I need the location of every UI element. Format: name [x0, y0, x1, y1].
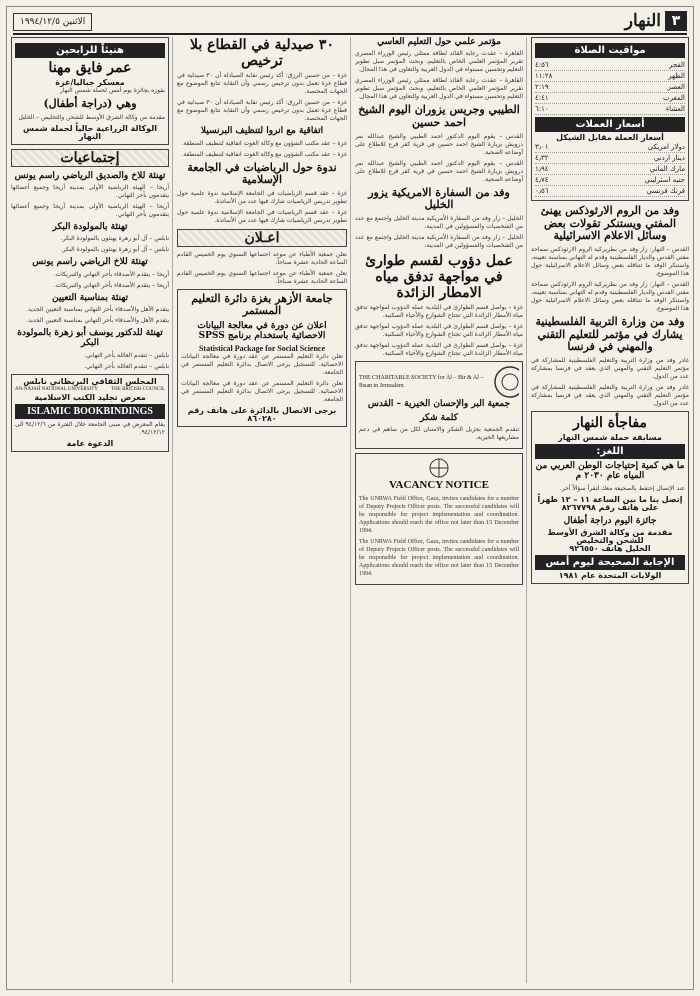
university-footer: برجى الاتصال بالدائرة على هاتف رقم ٨٦٠٢٨٠ — [187, 405, 337, 423]
article-body: القاهرة – عقدت رعاية القائد لطاقة ممثلي رئيس الوزراء المصري تقرير المؤتمر العلمي الخاص بالتعليم، وبحث المؤتمر سبل تطوير التعليم وتحسين مستواه في الدول العربية والتعاون في هذا المجال. — [355, 77, 523, 101]
newspaper-page — [6, 6, 694, 990]
article-headline: الطيبي وجريس يزوران اليوم الشيخ احمد حسين — [358, 103, 520, 129]
article-body: غزة – عقد مكتب الشؤون مع وكالة الغوث اتفاقية لتنظيف المنطقة. — [181, 150, 347, 158]
currency-row: دينار اردني ٤٫٣٢ — [535, 154, 685, 162]
vacancy-body: The UNRWA Field Office, Gaza, invites candidates for a number of Deputy Projects Officer posts. The successful candidates will be responsible for project implementation and coordination. Applications should reach the office not later than 15 December 1994. — [359, 538, 519, 577]
prayer-row: العشاء ٦:١٠ — [535, 105, 685, 113]
article-body: غزة – من حسين الرزق: أكد رئيس نقابة الصيادلة أن ٣٠ صيدلية في قطاع غزة تعمل بدون ترخيص رسمي وأن النقابة تتابع الموضوع مع الجهات المختصة. — [177, 72, 347, 96]
greeting-title: تهنئة للدكتور يوسف أبو زهرة بالمولودة البكر — [17, 328, 163, 349]
column-divider — [526, 37, 527, 983]
greeting-body: نابلس – آل أبو زهرة يهنئون بالمولودة البكر. — [60, 235, 169, 243]
thanks-body: تتقدم الجمعية بجزيل الشكر والامتنان لكل من ساهم في دعم مشاريعها الخيرية. — [359, 425, 519, 441]
prize-phone: الخليل هاتف ٩٢٦٥٥٠ — [569, 543, 651, 553]
column-center-right — [355, 37, 523, 985]
winner-body: بفوزه بجائزة يوم أمس لحملة شمس النهار — [59, 87, 165, 95]
article-body: القدس – يقوم اليوم الدكتور احمد الطيبي والشيخ عبدالله نمر درويش بزيارة الشيخ احمد حسين في قرية كفر قرع للاطلاع على أوضاعه الصحية. — [355, 159, 523, 183]
article-body: غزة – عقد مكتب الشؤون مع وكالة الغوث اتفاقية لتنظيف المنطقة. — [181, 139, 347, 147]
currency-title: أسعار العملات — [535, 117, 685, 132]
article-headline: ندوة حول الرياضيات في الجامعة الإسلامية — [187, 160, 337, 187]
article-body: الخليل – زار وفد من السفارة الأمريكية مدينة الخليل واجتمع مع عدد من الشخصيات والمسؤولين في المدينة. — [355, 233, 523, 249]
university-ad — [177, 289, 347, 427]
article-body: القدس – يقوم اليوم الدكتور احمد الطيبي والشيخ عبدالله نمر درويش بزيارة الشيخ احمد حسين في قرية كفر قرع للاطلاع على أوضاعه الصحية. — [355, 132, 523, 156]
announcement-banner: اعـلان — [177, 229, 347, 247]
article-headline: مؤتمر علمي حول التعليم العاسي — [377, 37, 501, 47]
newspaper-title: النهار — [624, 11, 661, 31]
charity-ad — [355, 361, 523, 449]
greeting-body: أريحا – يتقدم الأصدقاء بأحر التهاني والتبريكات. — [53, 270, 169, 278]
vacancy-title: VACANCY NOTICE — [389, 478, 489, 491]
greeting-title: تهنئة بمناسبة التعيين — [51, 292, 128, 303]
charity-name-en: THE CHARITABLE SOCIETY for Al – Bir & Al – Ihsan in Jerusalem — [359, 375, 484, 390]
currency-row: مارك الماني ١٫٩٤ — [535, 165, 685, 173]
article-body: غادر وفد من وزارة التربية والتعليم الفلسطينية للمشاركة في مؤتمر التعليم التقني والمهني الذي يعقد في فرنسا بمشاركة عدد من الدول. — [531, 383, 689, 407]
column-right — [531, 37, 689, 985]
university-name-en: AN-NAJAH NATIONAL UNIVERSITY — [15, 386, 98, 392]
prayer-row: العصر ٢:١٩ — [535, 83, 685, 91]
greeting-title: تهنئة للاخ والصديق الرياضي راسم يونس — [14, 170, 166, 181]
article-headline: عمل دؤوب لقسم طوارئ في مواجهة تدفق مياه الامطار الزائدة — [365, 252, 513, 302]
currency-subtitle: أسعار العملة مقابل الشيكل — [556, 133, 664, 142]
un-emblem-icon — [428, 457, 450, 479]
prayer-times-box — [531, 37, 689, 201]
charity-name-ar: جمعية البر والإحسان الخيرية – القدس — [367, 399, 511, 410]
prize-title: جائزة اليوم دراجة أطفال — [563, 515, 657, 526]
exhibition-title-en: ISLAMIC BOOKBINDINGS — [15, 404, 165, 419]
greeting-body: أريحا – يتقدم الأصدقاء بأحر التهاني والتبريكات. — [53, 281, 169, 289]
currency-row: دولار امريكي ٣٫٠١ — [535, 143, 685, 151]
riddle-note: عند الإتصال إحتفظ بالصحيفة معك لتقرأ سؤالاً أخر. — [559, 484, 685, 492]
article-headline: ٣٠ صيدلية في القطاع بلا ترخيص — [190, 37, 334, 70]
riddle-title: اللغز: — [535, 444, 685, 459]
article-body: غزة – من حسين الرزق: أكد رئيس نقابة الصيادلة أن ٣٠ صيدلية في قطاع غزة تعمل بدون ترخيص رسمي وأن النقابة تتابع الموضوع مع الجهات المختصة. — [177, 99, 347, 123]
winner-prize-body: مقدمة من وكالة الشرق الأوسط للشحن والتخليص – الخليل — [18, 113, 165, 121]
article-body: غزة – عقد قسم الرياضيات في الجامعة الإسلامية ندوة علمية حول تطوير تدريس الرياضيات شارك فيها عدد من الأساتذة. — [177, 208, 347, 224]
article-body: غزة – يواصل قسم الطوارئ في البلدية عمله الدؤوب لمواجهة تدفق مياه الأمطار الزائدة التي تجتاح الشوارع والأحياء السكنية. — [355, 323, 523, 339]
greeting-body: نابلس – آل أبو زهرة يهنئون بالمولودة البكر. — [60, 246, 169, 254]
contest-title: مفاجأة النهار — [573, 414, 647, 431]
greeting-body: نابلس – تتقدم العائلة بأحر التهاني. — [84, 351, 169, 359]
spss-label: Statistical Package for Social Science — [198, 343, 326, 353]
riddle-phone: إتصل بنا ما بين الساعة ١١ – ١٢ ظهراً على هاتف رقم ٨٢٦٧٧٩٨ — [537, 494, 683, 512]
article-headline: وفد من الروم الارثوذكس يهنئ المفتي ويستنكر تقولات بعض وسائل الاعلام الاسرائيلية — [540, 204, 680, 243]
council-name-ar: المجلس الثقافي البريطاني نابلس — [23, 376, 157, 386]
prize-from: مقدمة من وكالة الشرق الأوسط للشحن والتخليص — [547, 527, 673, 545]
column-left — [11, 37, 169, 985]
article-body: غادر وفد من وزارة التربية والتعليم الفلسطينية للمشاركة في مؤتمر التعليم التقني والمهني الذي يعقد في فرنسا بمشاركة عدد من الدول. — [531, 356, 689, 380]
winner-banner: هنيئاً للرابحين — [15, 43, 165, 58]
article-body: القدس – النهار: زار وفد من بطريركية الروم الارثوذكس سماحة مفتي القدس والديار الفلسطينية وقدم له التهاني بمناسبة تعيينه، واستنكر الوفد ما تتناقله بعض وسائل الاعلام الاسرائيلية حول هذا الموضوع. — [531, 245, 689, 277]
exhibition-body: يقام المعرض في مبنى الجامعة خلال الفترة من ٩٤/١٢/٦ الى ٩٤/١٢/١٢. — [15, 420, 165, 436]
masthead — [13, 11, 687, 35]
winner-name: عمر فايق مهنا — [48, 60, 132, 76]
article-headline: وفد من السفارة الامريكية يزور الخليل — [368, 185, 510, 212]
university-body: تعلن دائرة التعليم المستمر عن عقد دورة في معالجة البيانات الاحصائية. للتسجيل يرجى الاتصال بدائرة التعليم المستمر في الجامعة. — [181, 379, 343, 403]
answer-title: الإجابة الصحيحة ليوم أمس — [535, 555, 685, 570]
winner-prize: وهي (دراجة أطفال) — [43, 97, 137, 111]
prayer-row: الظهر ١١:٢٨ — [535, 72, 685, 80]
thanks-title: كلمة شكر — [420, 412, 458, 423]
page-number: ٣ — [665, 11, 687, 31]
greeting-body: نابلس – تتقدم العائلة بأحر التهاني. — [84, 362, 169, 370]
social-section-banner: إجتماعيات — [11, 149, 169, 167]
exhibition-title-ar: معرض تجليد الكتب الاسلامية — [34, 392, 146, 402]
vacancy-notice — [355, 453, 523, 585]
article-body: غزة – يواصل قسم الطوارئ في البلدية عمله الدؤوب لمواجهة تدفق مياه الأمطار الزائدة التي تجتاح الشوارع والأحياء السكنية. — [355, 342, 523, 358]
prayer-row: المغرب ٤:٤١ — [535, 94, 685, 102]
column-divider — [350, 37, 351, 983]
article-body: غزة – عقد قسم الرياضيات في الجامعة الإسلامية ندوة علمية حول تطوير تدريس الرياضيات شارك فيها عدد من الأساتذة. — [177, 189, 347, 205]
article-body: القدس – النهار: زار وفد من بطريركية الروم الارثوذكس سماحة مفتي القدس والديار الفلسطينية وقدم له التهاني بمناسبة تعيينه، واستنكر الوفد ما تتناقله بعض وسائل الاعلام الاسرائيلية حول هذا الموضوع. — [531, 280, 689, 312]
article-headline: اتفاقية مع انروا لتنظيف البرنسيلا — [200, 126, 324, 137]
article-body: القاهرة – عقدت رعاية القائد لطاقة ممثلي رئيس الوزراء المصري تقرير المؤتمر العلمي الخاص بالتعليم، وبحث المؤتمر سبل تطوير التعليم وتحسين مستواه في الدول العربية والتعاون في هذا المجال. — [355, 50, 523, 74]
announcement-body: تعلن جمعية الأطباء عن موعد اجتماعها السنوي يوم الخميس القادم الساعة الحادية عشرة صباحاً. — [177, 250, 347, 266]
university-body: تعلن دائرة التعليم المستمر عن عقد دورة في معالجة البيانات الاحصائية. للتسجيل يرجى الاتصال بدائرة التعليم المستمر في الجامعة. — [181, 352, 343, 376]
vacancy-body: The UNRWA Field Office, Gaza, invites candidates for a number of Deputy Projects Officer posts. The successful candidates will be responsible for project implementation and coordination. Applications should reach the office not later than 15 December 1994. — [359, 495, 519, 534]
riddle-question: ما هي كمية إحتياجات الوطن العربي من المياه عام ٢٠٣٠ م — [535, 460, 685, 482]
answer-text: الولايات المتحدة عام ١٩٨١ — [558, 570, 662, 580]
winner-box — [11, 37, 169, 145]
article-body: غزة – يواصل قسم الطوارئ في البلدية عمله الدؤوب لمواجهة تدفق مياه الأمطار الزائدة التي تجتاح الشوارع والأحياء السكنية. — [355, 304, 523, 320]
greeting-title: تهنئة بالمولودة البكر — [52, 222, 128, 233]
prayer-times-title: مواقيت الصلاة — [535, 43, 685, 58]
exhibition-ad — [11, 374, 169, 452]
greeting-body: يتقدم الأهل والأصدقاء بأحر التهاني بمناسبة التعيين الجديد. — [26, 317, 169, 325]
prayer-row: الفجر ٤:٥٦ — [535, 61, 685, 69]
winner-ticket: الوكالة الزراعية حالياً لحملة شمس النهار — [23, 123, 157, 141]
article-body: الخليل – زار وفد من السفارة الأمريكية مدينة الخليل واجتمع مع عدد من الشخصيات والمسؤولين في المدينة. — [355, 214, 523, 230]
currency-row: فرنك فرنسي ٠٫٥٦ — [535, 187, 685, 195]
greeting-body: يتقدم الأهل والأصدقاء بأحر التهاني بمناسبة التعيين الجديد. — [26, 306, 169, 314]
university-subtitle: اعلان عن دورة في معالجة البيانات الاحصائية باستخدام برنامج SPSS — [197, 321, 327, 342]
university-title: جامعة الأزهر بغزة دائرة التعليم المستمر — [191, 291, 333, 318]
issue-date: الاثنين ١٩٩٤/١٢/٥ — [13, 13, 92, 31]
greeting-body: أريحا – الهيئة الرياضية الأولى بمدينة أريحا وجميع أعضائها يتقدمون بأحر التهاني. — [11, 184, 169, 200]
greeting-title: تهنئة للاخ الرياضي راسم يونس — [32, 257, 148, 268]
column-divider — [172, 37, 173, 983]
contest-box — [531, 411, 689, 584]
announcement-body: تعلن جمعية الأطباء عن موعد اجتماعها السنوي يوم الخميس القادم الساعة الحادية عشرة صباحاً. — [177, 269, 347, 285]
contest-subtitle: مسابقة حملة شمس النهار — [558, 432, 662, 442]
british-council-name: THE BRITISH COUNCIL — [111, 386, 165, 392]
exhibition-footer: الدعوة عامة — [66, 438, 114, 448]
currency-row: جنيه استرليني ٤٫٧٤ — [535, 176, 685, 184]
charity-emblem-icon — [493, 365, 519, 399]
greeting-body: أريحا – الهيئة الرياضية الأولى بمدينة أريحا وجميع أعضائها يتقدمون بأحر التهاني. — [11, 203, 169, 219]
winner-location: معسكر جباليا/غزة — [55, 78, 125, 88]
article-headline: وفد من وزارة التربية الفلسطينية يشارك في مؤتمر للتعليم التقني والمهني في فرنسا — [535, 314, 685, 354]
column-center-left — [177, 37, 347, 985]
